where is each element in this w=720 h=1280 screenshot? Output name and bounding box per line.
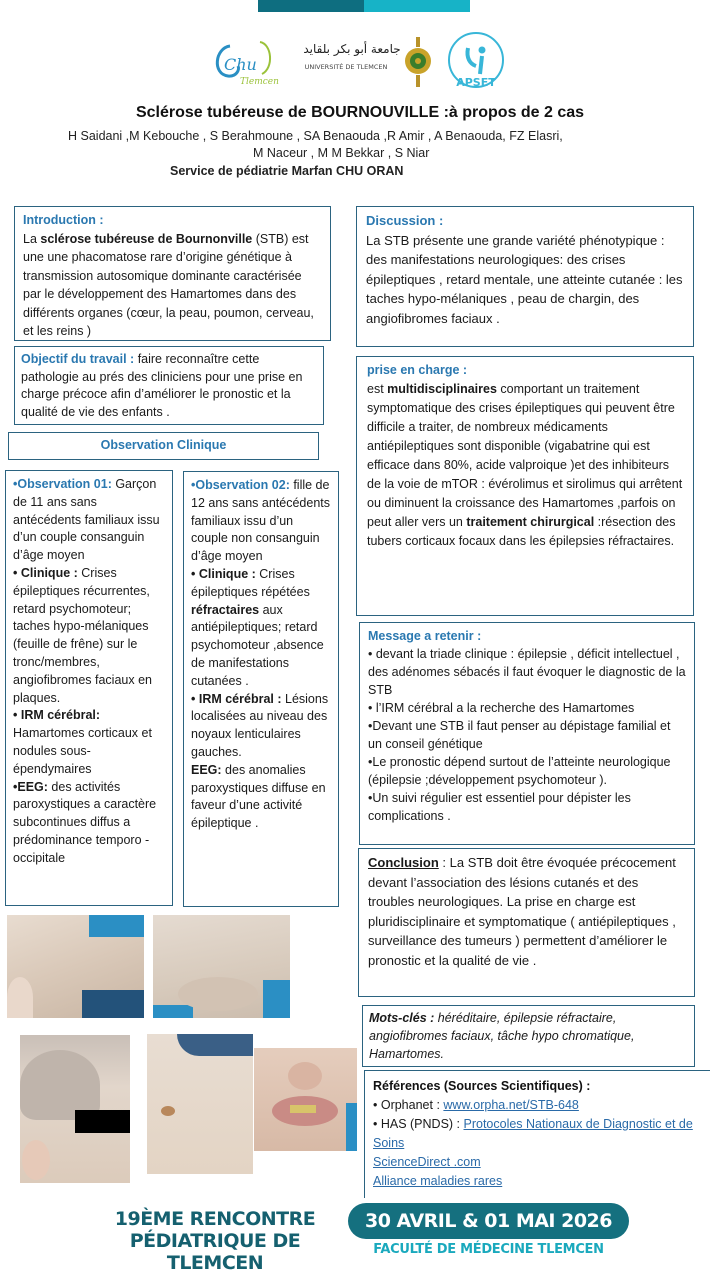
universite-de-tlemcen-logo xyxy=(296,33,436,91)
shagreen-patch-photo xyxy=(153,915,290,1018)
has-pnds-link[interactable]: Protocoles Nationaux de Diagnostic et de Soins xyxy=(373,1117,693,1150)
message-heading: Message a retenir : xyxy=(368,629,482,643)
facial-angiofibroma-photo xyxy=(254,1048,357,1151)
sciencedirect-link[interactable]: ScienceDirect .com xyxy=(373,1155,481,1169)
obs2-eeg: EEG: des anomalies paroxystiques diffuse en faveur d’une activité épileptique . xyxy=(191,762,326,831)
top-banner-bar-dark xyxy=(258,0,364,12)
conclusion-box xyxy=(358,848,695,997)
event-venue: FACULTÉ DE MÉDECINE TLEMCEN xyxy=(373,1242,604,1257)
mots-cles-heading: Mots-clés : xyxy=(369,1011,435,1025)
event-dates-badge: 30 AVRIL & 01 MAI 2026 xyxy=(348,1203,629,1239)
svg-text:جامعة أبو بكر بلقايد: جامعة أبو بكر بلقايد xyxy=(303,42,401,56)
message-item: •Devant une STB il faut penser au dépistage familial et un conseil génétique xyxy=(368,719,671,751)
observation-02-box xyxy=(183,471,339,907)
objectif-text: faire reconnaître cette pathologie au prés des cliniciens pour une prise en charge précoce afin d’améliorer le pronostic et la qualité de vie des enfants . xyxy=(21,352,303,419)
top-banner-bar-light xyxy=(364,0,470,12)
introduction-box xyxy=(14,206,331,341)
message-item: • l’IRM cérébral a la recherche des Hamartomes xyxy=(368,701,635,715)
prise-en-charge-heading: prise en charge : xyxy=(367,363,468,377)
obs2-intro: •Observation 02: fille de 12 ans sans antécédents familiaux issu d’un couple non consanguin d’âge moyen xyxy=(191,478,330,564)
conclusion-heading: Conclusion xyxy=(368,855,439,870)
discussion-text: La STB présente une grande variété phénotypique : des manifestations neurologiques: des crises épileptiques , retard mentale, une atteinte cutanée : les taches hypo-mélaniques , peau de chargin, des angiofibromes faciaux . xyxy=(366,232,683,326)
references-box xyxy=(364,1070,710,1198)
references-heading: Références (Sources Scientifiques) : xyxy=(373,1079,591,1093)
obs1-intro: •Observation 01: Garçon de 11 ans sans antécédents familiaux issu d’un couple consanguin d’âge moyen xyxy=(13,477,160,563)
prise-en-charge-box xyxy=(356,356,694,616)
svg-text:Tlemcen: Tlemcen xyxy=(240,77,279,87)
chu-tlemcen-logo xyxy=(210,36,282,88)
apset-logo xyxy=(446,30,506,92)
observation-01-box xyxy=(5,470,173,906)
event-line-1: 19ÈME RENCONTRE xyxy=(114,1208,316,1230)
mots-cles-text: héréditaire, épilepsie réfractaire, angiofibromes faciaux, tâche hypo chromatique, Hamartomes. xyxy=(369,1011,635,1061)
conclusion-text: : La STB doit être évoquée précocement devant l’association des lésions cutanés et des troubles neurologiques. La prise en charge est pluridisciplinaire et symptomatique ( antiépileptiques , surveillance des tumeurs ) permettent d’améliorer le pronostic et la qualité de vie . xyxy=(368,855,676,968)
obs1-clinique: • Clinique : Crises épileptiques récurrentes, retard psychomoteur; taches hypo-mélaniques (feuille de frêne) sur le tronc/membres, angiofibromes faciaux en plaques. xyxy=(13,565,152,705)
authors-line-2: M Naceur , M M Bekkar , S Niar xyxy=(253,146,430,160)
censor-bar xyxy=(75,1110,130,1133)
authors-line-1: H Saidani ,M Kebouche , S Berahmoune , SA Benaouda ,R Amir , A Benaouda, FZ Elasri, xyxy=(68,129,563,143)
svg-text:APSET: APSET xyxy=(456,76,496,89)
obs1-irm: • IRM cérébral: Hamartomes corticaux et nodules sous-épendymaires xyxy=(13,708,152,776)
discussion-box xyxy=(356,206,694,347)
objectif-box xyxy=(14,346,324,425)
alliance-maladies-rares-link[interactable]: Alliance maladies rares xyxy=(373,1174,503,1188)
message-item: • devant la triade clinique : épilepsie , déficit intellectuel , des adénomes sébacés il faut évoquer le diagnostic de la STB xyxy=(368,647,686,697)
message-a-retenir-box xyxy=(359,622,695,845)
reference-orphanet: • Orphanet : www.orpha.net/STB-648 xyxy=(373,1098,579,1112)
svg-text:Chu: Chu xyxy=(224,55,257,74)
discussion-heading: Discussion : xyxy=(366,213,444,228)
obs2-irm: • IRM cérébral : Lésions localisées au niveau des noyaux lenticulaires gauches. xyxy=(191,691,329,759)
introduction-text: La sclérose tubéreuse de Bournonville (STB) est une une phacomatose rare d’origine génétique à transmission autosomique dominante caractérisée par le développement des Hamartomes dans des différents organes (cœur, la peau, poumon, cerveau, et les reins ) xyxy=(23,231,314,338)
service-affiliation: Service de pédiatrie Marfan CHU ORAN xyxy=(170,164,404,178)
message-item: •Un suivi régulier est essentiel pour dépister les complications . xyxy=(368,791,631,823)
event-line-2: PÉDIATRIQUE DE TLEMCEN xyxy=(129,1230,301,1274)
mots-cles-box xyxy=(362,1005,695,1067)
observation-clinique-heading: Observation Clinique xyxy=(8,432,319,460)
poster-title: Sclérose tubéreuse de BOURNOUVILLE :à propos de 2 cas xyxy=(135,104,585,121)
reference-has: • HAS (PNDS) : Protocoles Nationaux de Diagnostic et de Soins xyxy=(373,1117,693,1150)
face-profile-photo xyxy=(20,1035,130,1183)
objectif-heading: Objectif du travail : xyxy=(21,352,135,366)
event-name xyxy=(90,1208,340,1274)
obs2-clinique: • Clinique : Crises épileptiques répétées réfractaires aux antiépileptiques; retard psychomoteur ,absence de manifestations cutanées . xyxy=(191,566,324,688)
svg-text:UNIVERSITÉ DE TLEMCEN: UNIVERSITÉ DE TLEMCEN xyxy=(304,63,388,71)
prise-en-charge-text: est multidisciplinaires comportant un traitement symptomatique des crises épileptiques qui peuvent être difficile a traiter, de nombreux médicaments antiépileptiques sont disponible (vigabatrine qui est efficace dans 80%, acide valproique )et des inhibiteurs de la voie de mTOR : évérolimus et sirolimus qui arrêtent ou diminuent la croissance des Hamartomes ,parfois on peut aller vers un traitement chirurgical :résection des tubers corticaux focaux dans les épilepsies réfractaires. xyxy=(367,382,683,548)
obs1-eeg: •EEG: des activités paroxystiques a caractère subcontinues diffus a prédominance temporo -occipitale xyxy=(13,779,157,865)
orphanet-link[interactable]: www.orpha.net/STB-648 xyxy=(443,1098,579,1112)
abdomen-photo xyxy=(147,1034,253,1174)
neck-lesions-photo xyxy=(7,915,144,1018)
message-item: •Le pronostic dépend surtout de l’atteinte neurologique (épilepsie ;développement psychomoteur ). xyxy=(368,755,671,787)
introduction-heading: Introduction : xyxy=(23,213,104,227)
